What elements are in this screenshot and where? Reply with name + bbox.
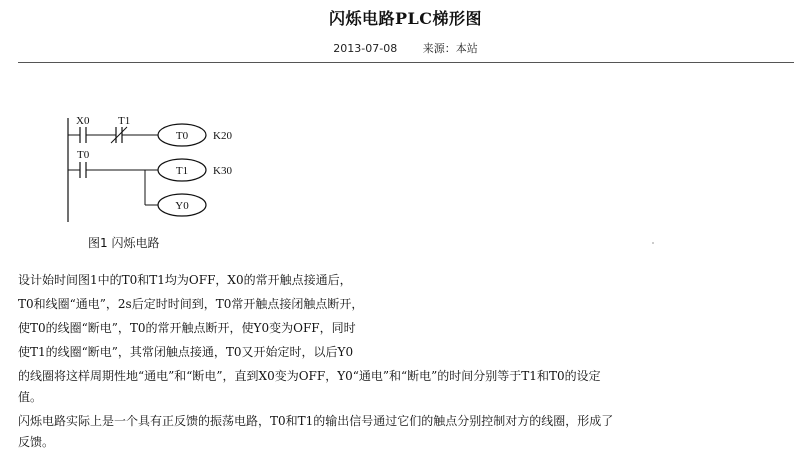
stray-dot	[652, 242, 654, 244]
paragraph-line: 使T0的线圈“断电”，T0的常开触点断开，使Y0变为OFF，同时	[18, 321, 356, 335]
ladder-diagram	[55, 110, 295, 222]
figure-caption: 图1 闪烁电路	[88, 236, 160, 250]
article-title: 闪烁电路PLC梯形图	[328, 9, 483, 28]
coil-label-t0: T0	[175, 130, 189, 142]
contact-x0	[80, 127, 86, 143]
contact-label-x0: X0	[76, 115, 90, 127]
paragraph-line: T0和线圈“通电”，2s后定时时间到，T0常开触点接闭触点断开，	[18, 297, 364, 311]
paragraph-line: 闪烁电路实际上是一个具有正反馈的振荡电路，T0和T1的输出信号通过它们的触点分别控制对方的线圈，形成了	[18, 414, 614, 428]
constant-k20: K20	[213, 130, 232, 142]
paragraph-line: 设计始时间图1中的T0和T1均为OFF，X0的常开触点接通后，	[18, 273, 352, 287]
paragraph-line: 值。	[18, 390, 43, 404]
constant-k30: K30	[213, 165, 232, 177]
article-meta	[0, 40, 811, 56]
contact-label-t1: T1	[118, 115, 131, 127]
contact-label-t0: T0	[77, 149, 90, 161]
title-divider	[18, 62, 794, 63]
contact-t0	[80, 162, 86, 178]
article-source: 来源：本站	[422, 42, 478, 55]
paragraph-line: 的线圈将这样周期性地“通电”和“断电”，直到X0变为OFF，Y0“通电”和“断电”的时间分别等于T1和T0的设定	[18, 369, 601, 383]
coil-label-t1: T1	[175, 165, 189, 177]
coil-label-y0: Y0	[175, 200, 189, 212]
paragraph-line: 使T1的线圈“断电”，其常闭触点接通，T0又开始定时，以后Y0	[18, 345, 354, 359]
paragraph-line: 反馈。	[18, 435, 55, 449]
publish-date: 2013-07-08	[333, 42, 398, 55]
